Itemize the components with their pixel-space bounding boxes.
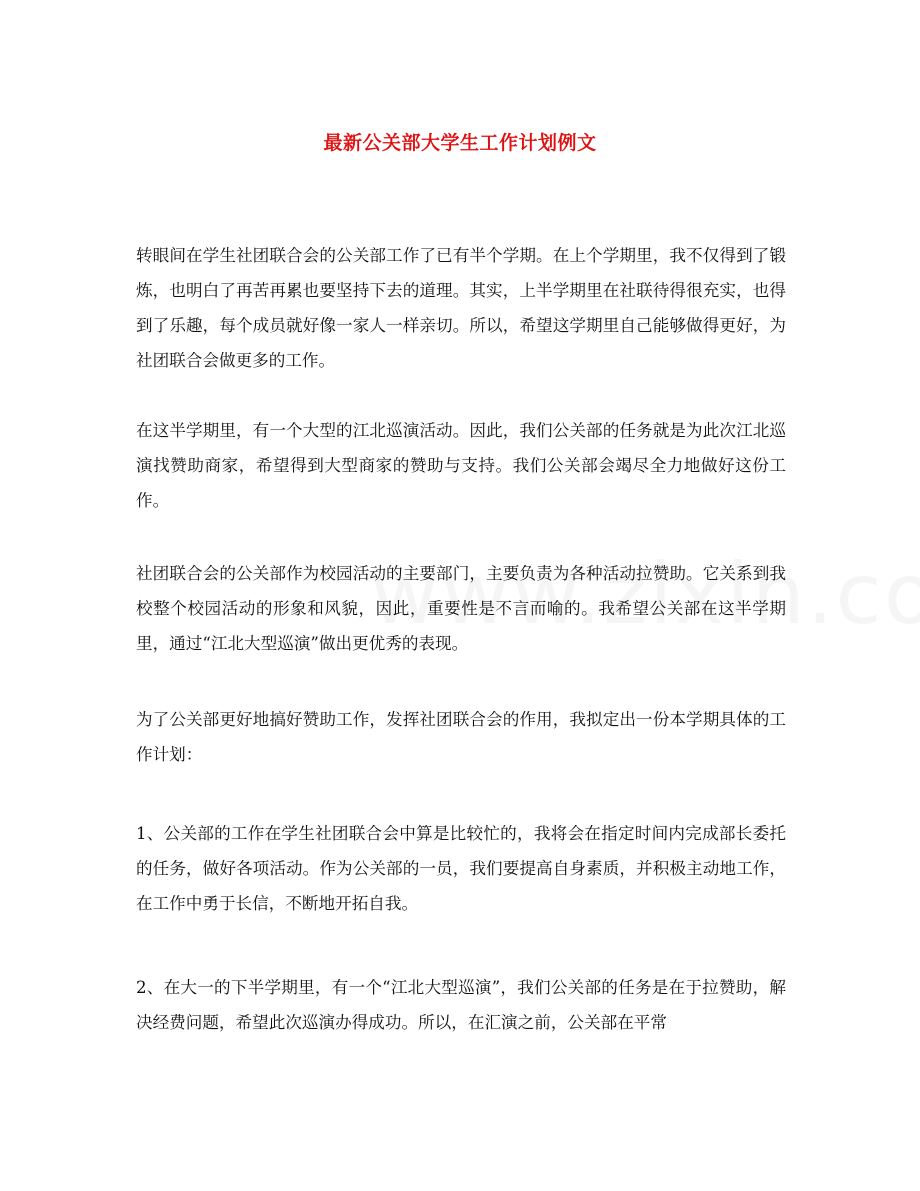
paragraph-3: 社团联合会的公关部作为校园活动的主要部门，主要负责为各种活动拉赞助。它关系到我校整个校园活动的形象和风貌，因此，重要性是不言而喻的。我希望公关部在这半学期里，通过“江北大型巡演”做出更优秀的表现。 [136, 564, 786, 653]
paragraph-6-item-2: 2、在大一的下半学期里，有一个“江北大型巡演”，我们公关部的任务是在于拉赞助，解决经费问题，希望此次巡演办得成功。所以，在汇演之前，公关部在平常 [136, 978, 786, 1032]
paragraph-1: 转眼间在学生社团联合会的公关部工作了已有半个学期。在上个学期里，我不仅得到了锻炼，也明白了再苦再累也要坚持下去的道理。其实，上半学期里在社联待得很充实，也得到了乐趣，每个成员就好像一家人一样亲切。所以，希望这学期里自己能够做得更好，为社团联合会做更多的工作。 [136, 246, 786, 370]
paragraph-4: 为了公关部更好地搞好赞助工作，发挥社团联合会的作用，我拟定出一份本学期具体的工作计划： [136, 710, 786, 764]
paragraph-5-item-1: 1、公关部的工作在学生社团联合会中算是比较忙的，我将会在指定时间内完成部长委托的任务，做好各项活动。作为公关部的一员，我们要提高自身素质，并积极主动地工作，在工作中勇于长信，不断地开拓自我。 [136, 824, 786, 913]
document-title: 最新公关部大学生工作计划例文 [323, 132, 597, 154]
paragraph-2: 在这半学期里，有一个大型的江北巡演活动。因此，我们公关部的任务就是为此次江北巡演找赞助商家，希望得到大型商家的赞助与支持。我们公关部会竭尽全力地做好这份工作。 [136, 421, 786, 510]
